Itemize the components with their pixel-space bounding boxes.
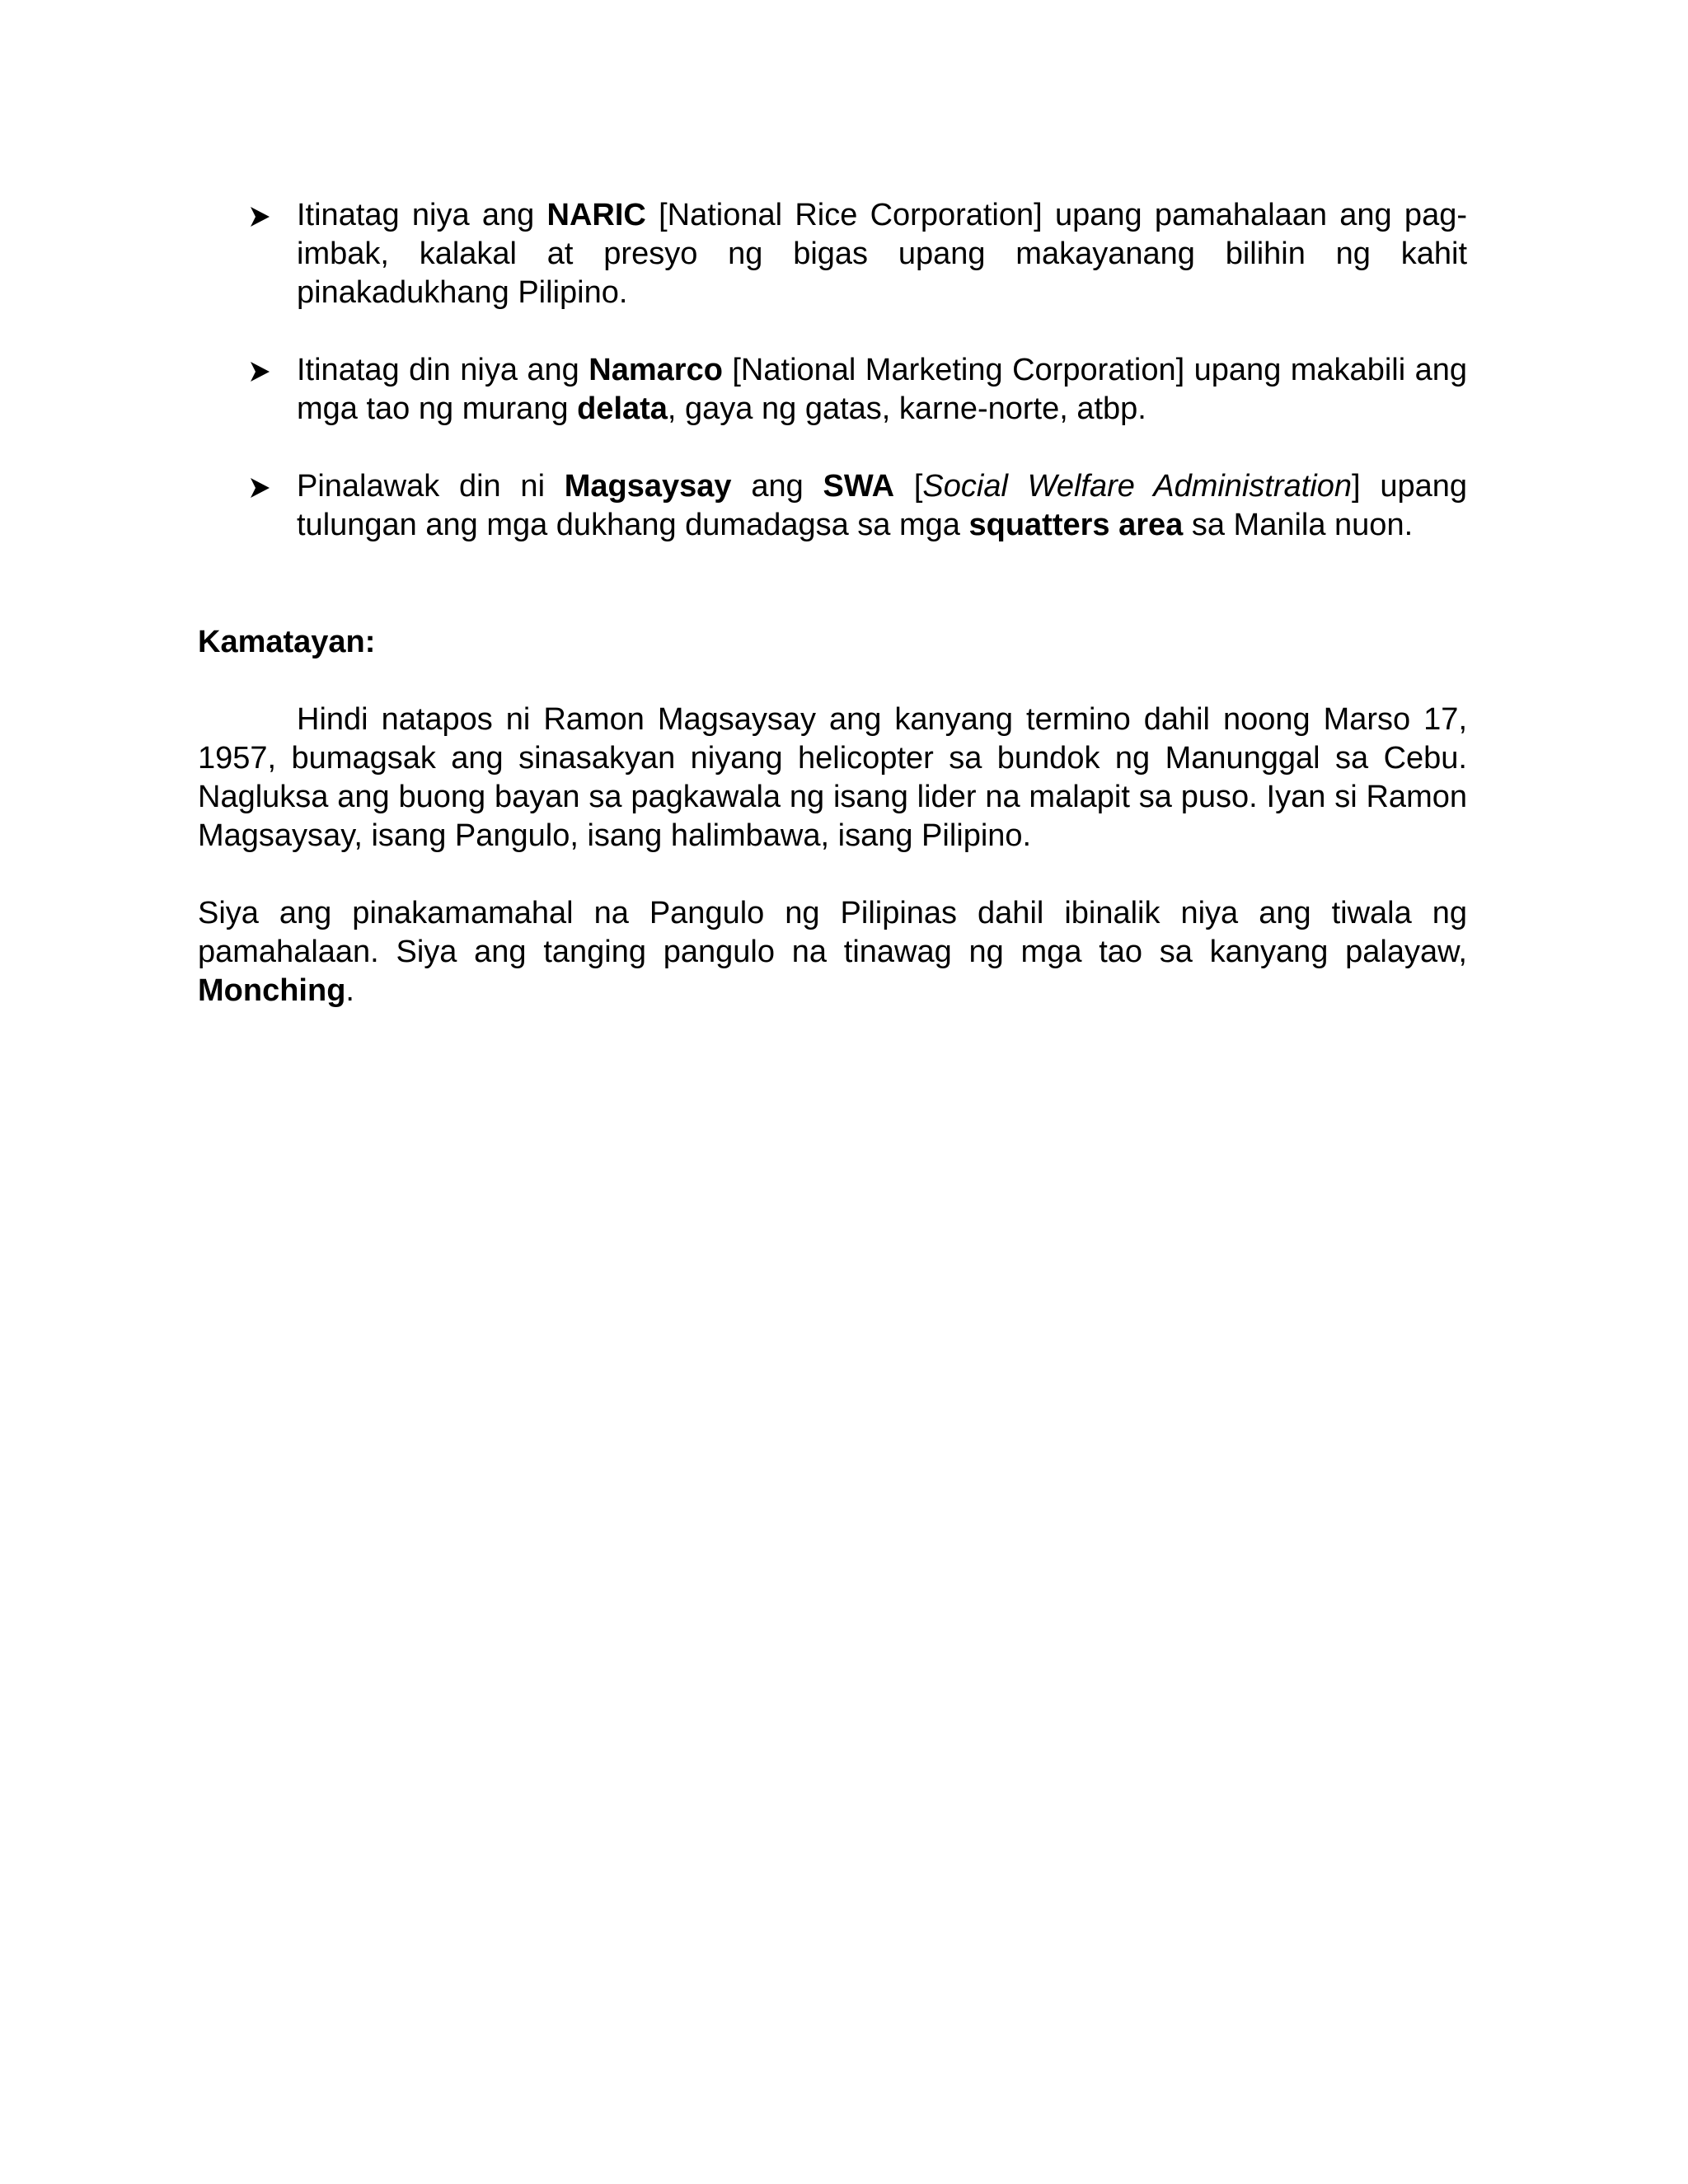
bullet-text: Itinatag din niya ang — [297, 353, 589, 387]
bullet-bold-term: delata — [577, 391, 668, 426]
paragraph-end: . — [345, 973, 354, 1008]
nickname-bold: Monching — [198, 973, 346, 1008]
bullet-text: [National Rice Corporation] upang pamahalaan ang pag-imbak, kalakal at presyo ng bigas upang makayanang bilihin ng kahit pinakadukhang Pilipino. — [297, 198, 1467, 310]
arrow-bullet-icon — [249, 361, 270, 382]
bullet-text: [National Marketing Corporation] upang makabili ang mga tao ng murang — [297, 353, 1468, 426]
bullet-italic-term: Social Welfare Administration — [922, 469, 1352, 504]
bullet-bold-term: squatters area — [968, 508, 1184, 542]
arrow-bullet-icon — [249, 206, 270, 227]
bullet-text: ] upang tulungan ang mga dukhang dumadagsa sa mga — [297, 469, 1467, 542]
bullet-bold-term: Namarco — [588, 353, 723, 387]
bullet-item-namarco — [198, 351, 1467, 429]
bullet-list — [198, 196, 1467, 545]
paragraph-death: Hindi natapos ni Ramon Magsaysay ang kanyang termino dahil noong Marso 17, 1957, bumagsak ang sinasakyan niyang helicopter sa bundok ng Manunggal sa Cebu. Nagluksa ang buong bayan sa pagkawala ng isang lider na malapit sa puso. Iyan si Ramon Magsaysay, isang Pangulo, isang halimbawa, isang Pilipino. — [198, 702, 1467, 853]
bullet-bold-term: NARIC — [546, 198, 646, 232]
arrow-bullet-icon — [249, 477, 270, 499]
bullet-text: Pinalawak din ni — [297, 469, 565, 504]
bullet-bold-term: Magsaysay — [564, 469, 732, 504]
bullet-bold-term: SWA — [823, 469, 895, 504]
bullet-text: Itinatag niya ang — [297, 198, 547, 232]
bullet-text: [ — [894, 469, 923, 504]
section-heading: Kamatayan: — [198, 625, 376, 659]
bullet-item-naric — [198, 196, 1467, 312]
bullet-text: sa Manila nuon. — [1183, 508, 1414, 542]
page-content — [198, 196, 1467, 1049]
paragraph-text: Siya ang pinakamamahal na Pangulo ng Pilipinas dahil ibinalik niya ang tiwala ng pamahalaan. Siya ang tanging pangulo na tinawag ng mga tao sa kanyang palayaw, — [198, 896, 1467, 969]
bullet-text: ang — [731, 469, 823, 504]
bullet-item-swa — [198, 467, 1467, 545]
paragraph-legacy — [198, 894, 1467, 1010]
bullet-text: , gaya ng gatas, karne-norte, atbp. — [667, 391, 1146, 426]
